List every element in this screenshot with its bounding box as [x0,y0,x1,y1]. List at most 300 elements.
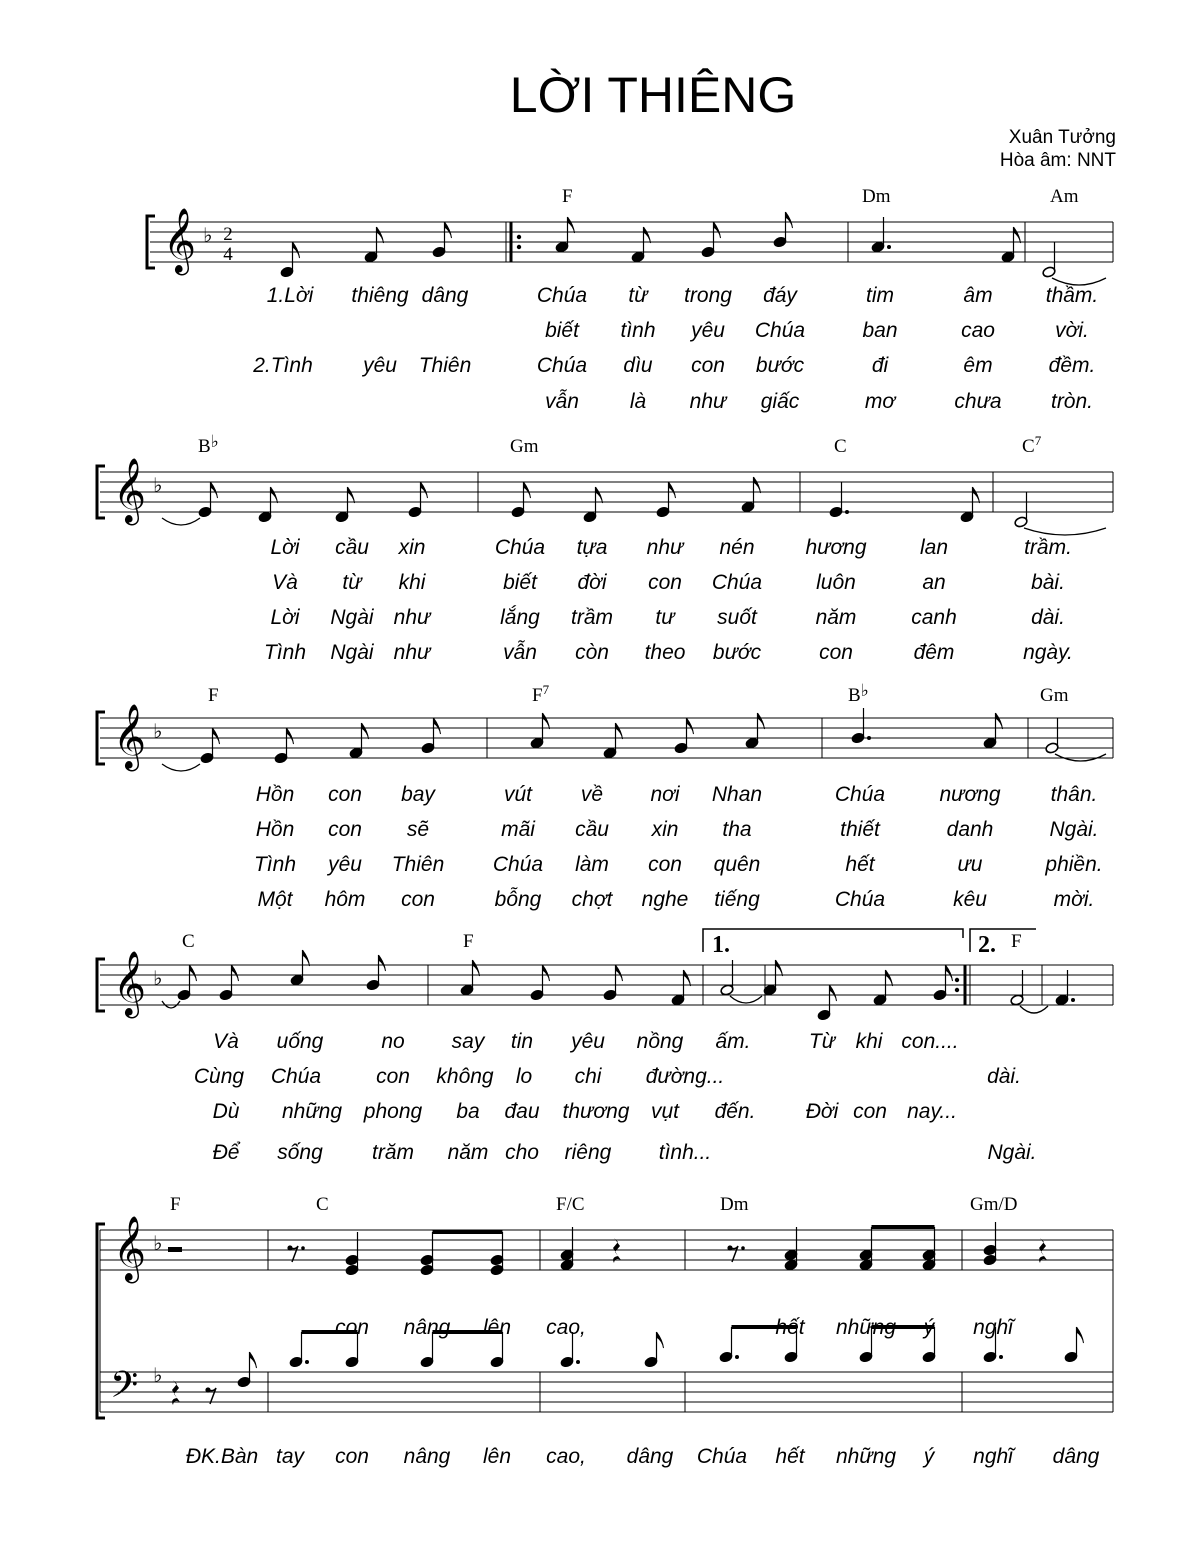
note-flag [657,1332,664,1348]
lyric-syllable: nén [719,536,755,559]
ending-1-bracket [703,929,963,952]
lyric-syllable: con [335,1445,369,1468]
lyric-syllable: êm [963,354,993,377]
lyric-syllable: con [691,354,725,377]
chord-symbol: C [182,931,195,952]
note-flag [213,728,220,744]
lyric-syllable: dài. [987,1065,1021,1088]
lyric-syllable: biết [503,571,537,594]
note [719,1327,739,1363]
chord-symbol: F [463,931,474,952]
lyric-syllable: phiền. [1045,853,1103,876]
lyric-syllable: Cùng [193,1065,245,1088]
time-signature-bottom: 4 [223,244,233,265]
lyric-syllable: Thiên [418,354,472,377]
composer-credit: Xuân Tưởng [1008,127,1116,148]
note [366,955,386,991]
lyric-syllable: Hồn [255,818,295,841]
lyric-syllable: dài. [1031,606,1065,629]
lyric-syllable: vẫn [545,390,579,413]
note-flag [946,965,953,981]
lyric-syllable: phong [363,1100,423,1123]
lyric-syllable: con [335,1316,369,1339]
note [701,222,721,258]
lyric-syllable: Chúa [696,1445,748,1468]
lyric-syllable: sẽ [406,818,430,841]
note [829,482,849,518]
flat-sign-icon: ♭ [203,223,213,247]
tie [162,518,200,525]
chord-symbol: C [834,436,847,457]
lyric-syllable: như [689,390,727,413]
lyric-syllable: những [281,1100,343,1123]
lyric-syllable: nương [939,783,1001,806]
lyric-syllable: Chúa [270,1065,322,1088]
lyric-syllable: Chúa [494,536,546,559]
chord-bass: m [733,1194,749,1215]
note-flag [524,482,531,498]
chord-bass: m [1053,685,1069,706]
lyric-syllable: ba [456,1100,480,1123]
lyric-syllable: tròn. [1050,390,1094,413]
lyric-syllable: suốt [717,606,757,629]
chord-symbol: Gm/D [970,1194,1018,1215]
lyric-syllable: đến. [714,1100,756,1123]
lyric-syllable: tư [655,606,675,629]
lyric-syllable: canh [911,606,957,629]
lyric-syllable: tình [620,319,656,342]
chord-symbol: Dm [720,1194,749,1215]
lyric-syllable: tựa [576,536,608,559]
lyric-syllable: lo [515,1065,533,1088]
note-flag [754,477,761,493]
lyric-syllable: mời. [1053,888,1095,911]
lyric-syllable: dâng [1052,1445,1100,1468]
lyric-syllable: hết [845,853,875,876]
lyric-syllable: lên [482,1316,512,1339]
note [219,965,239,1001]
lyric-syllable: cao, [546,1445,586,1468]
repeat-dot [955,988,959,992]
lyric-syllable: xin [651,818,679,841]
lyric-syllable: sống [277,1141,323,1164]
lyric-syllable: dâng [421,284,469,307]
note [432,222,452,258]
flat-sign-icon: ♭ [153,966,163,990]
lyric-syllable: no [381,1030,405,1053]
note-flag [616,723,623,739]
lyric-syllable: Và [213,1030,239,1053]
bass-clef-icon: 𝄢 [110,1364,139,1415]
lyric-syllable: năm [815,606,857,629]
chord-symbol: B♭ [198,432,219,457]
lyric-syllable: lên [482,1445,512,1468]
lyric-syllable: danh [946,818,994,841]
note-flag [250,1352,257,1368]
flat-sign-icon: ♭ [153,1231,163,1255]
note [290,950,310,986]
song-title: LỜI THIÊNG [509,67,797,123]
note-flag [776,960,783,976]
note-flag [687,718,694,734]
chord-symbol: Gm [1040,685,1069,706]
note-flag [758,713,765,729]
lyric-syllable: yêu [363,354,397,377]
lyric-syllable: cho [505,1141,539,1164]
repeat-dot [517,245,521,249]
lyric-syllable: Tình [263,641,307,664]
note-flag [973,487,980,503]
lyric-syllable: cầu [575,818,609,841]
lyric-syllable: vụt [650,1100,680,1123]
lyric-syllable: ý [923,1445,935,1468]
lyric-syllable: giấc [760,390,800,413]
lyric-syllable: Tình [253,853,297,876]
lyric-syllable: Chúa [536,284,588,307]
lyric-syllable: con [401,888,435,911]
lyric-syllable: khi [398,571,426,594]
note-flag [684,970,691,986]
note-flag [714,222,721,238]
lyric-syllable: nghe [641,888,689,911]
lyric-syllable: yêu [691,319,725,342]
lyric-syllable: nâng [403,1316,451,1339]
lyric-syllable: xin [398,536,426,559]
note [674,718,694,754]
note [603,965,623,1001]
lyric-syllable: chi [574,1065,602,1088]
chord-symbol: F [562,186,573,207]
lyric-syllable: như [393,606,431,629]
time-signature-top: 2 [223,224,233,245]
lyric-syllable: chưa [954,390,1002,413]
lyric-syllable: ngày. [1023,641,1073,664]
lyric-syllable: Một [257,888,293,911]
lyric-syllable: con [648,571,682,594]
lyric-syllable: nồng [636,1030,684,1053]
lyric-syllable: Chúa [834,783,886,806]
note-dot [576,1360,580,1364]
note-flag [1014,227,1021,243]
staff-system-5-treble [100,1230,1113,1270]
note-flag [830,985,837,1001]
lyric-syllable: khi [855,1030,883,1053]
note [280,242,300,278]
lyric-syllable: đáy [763,284,797,307]
lyric-syllable: nơi [650,783,680,806]
lyric-syllable: tình... [658,1141,712,1164]
repeat-dot [955,978,959,982]
note [198,482,218,518]
lyric-syllable: trăm [372,1141,414,1164]
lyric-syllable: không [436,1065,494,1088]
lyric-syllable: hôm [324,888,366,911]
lyric-syllable: đềm. [1048,354,1096,377]
lyric-syllable: ưu [957,853,983,876]
tie [1020,1006,1048,1013]
tie [1024,528,1106,535]
chord-flat: ♭ [210,432,219,451]
lyric-syllable: làm [575,853,609,876]
note [1042,242,1056,278]
lyric-syllable: là [629,390,647,413]
note-flag [303,950,310,966]
note [511,482,531,518]
lyric-syllable: Chúa [536,354,588,377]
note-dot [735,1355,739,1359]
lyric-syllable: Ngài. [987,1141,1037,1164]
lyric-syllable: lan [919,536,949,559]
note [1064,1327,1084,1363]
lyric-syllable: bước [712,641,762,664]
note-flag [669,482,676,498]
staff-system-2 [100,472,1113,512]
lyric-syllable: thiết [840,818,880,841]
lyric-syllable: dìu [623,354,653,377]
note [200,728,220,764]
lyric-syllable: 2.Tình [253,354,313,377]
tie [162,764,200,771]
lyric-syllable: Chúa [754,319,806,342]
lyric-syllable: ĐK.Bàn [185,1445,259,1468]
lyric-syllable: Lời [270,536,300,559]
flat-sign-icon: ♭ [153,719,163,743]
note-flag [421,482,428,498]
lyric-syllable: con [853,1100,887,1123]
chord-symbol: B♭ [848,681,869,706]
lyric-syllable: còn [575,641,609,664]
lyric-syllable: con [376,1065,410,1088]
lyric-syllable: con [819,641,853,664]
treble-clef-icon: 𝄞 [113,951,147,1016]
lyric-syllable: nghĩ [973,1445,1013,1468]
lyric-syllable: vút [503,783,533,806]
lyric-syllable: chợt [571,888,613,911]
lyric-syllable: từ [628,284,648,307]
lyric-syllable: như [393,641,431,664]
note-flag [568,217,575,233]
note-flag [362,723,369,739]
treble-clef-icon: 𝄞 [163,208,197,273]
note-dot [1071,998,1075,1002]
note-flag [644,227,651,243]
note-flag [596,487,603,503]
lyric-syllable: biết [545,319,579,342]
lyric-syllable: con [328,818,362,841]
note-flag [543,965,550,981]
lyric-syllable: ý [923,1316,935,1339]
lyric-syllable: tay [275,1445,305,1468]
note [237,1352,257,1388]
note-flag [211,482,218,498]
note-flag [293,242,300,258]
note-flag [473,960,480,976]
lyric-syllable: trong [684,284,732,307]
lyric-syllable: đời [577,571,607,594]
lyric-syllable: đêm [913,641,955,664]
note-dot [887,245,891,249]
ending-1-label: 1. [712,932,730,958]
note-dot [999,1355,1003,1359]
lyric-syllable: nâng [403,1445,451,1468]
note [408,482,428,518]
staff-system-1 [150,222,1113,262]
lyric-syllable: dâng [626,1445,674,1468]
lyric-syllable: thầm. [1045,284,1099,307]
repeat-dot [517,235,521,239]
note [530,965,550,1001]
lyric-syllable: Thiên [391,853,445,876]
note-dot [867,736,871,740]
lyric-syllable: ban [862,319,898,342]
chord-bass: m [875,186,891,207]
flat-sign-icon: ♭ [153,1363,163,1387]
lyric-syllable: bay [401,783,435,806]
lyric-syllable: cao, [546,1316,586,1339]
lyric-syllable: yêu [571,1030,605,1053]
lyric-syllable: tim [866,284,894,307]
lyric-syllable: năm [447,1141,489,1164]
lyric-syllable: trầm [571,606,613,629]
note-flag [287,728,294,744]
treble-clef-icon: 𝄞 [113,704,147,769]
lyric-syllable: Chúa [492,853,544,876]
lyric-syllable: thương [562,1100,630,1123]
note-flag [434,718,441,734]
lyric-syllable: yêu [328,853,362,876]
chord-bass: m [1063,186,1079,207]
note [177,965,197,1001]
chord-seventh: 7 [542,682,550,697]
note-dot [301,1246,305,1250]
note-flag [543,713,550,729]
chord-symbol: C [316,1194,329,1215]
chord-symbol: F [170,1194,181,1215]
lyric-syllable: kêu [953,888,987,911]
note [289,1332,309,1368]
note-flag [232,965,239,981]
note-dot [741,1246,745,1250]
lyric-syllable: Ngài [330,606,374,629]
lyric-syllable: mơ [864,390,896,413]
lyric-syllable: Hồn [255,783,295,806]
lyric-syllable: đau [504,1100,540,1123]
lyric-syllable: về [580,783,604,806]
chord-symbol: Dm [862,186,891,207]
lyric-syllable: những [835,1445,897,1468]
lyric-syllable: theo [644,641,686,664]
lyric-syllable: Để [212,1141,240,1164]
lyric-syllable: Nhan [711,783,763,806]
lyric-syllable: bài. [1031,571,1065,594]
note [851,708,871,744]
lyric-syllable: cầu [335,536,369,559]
ending-2-label: 2. [978,932,996,958]
lyric-syllable: thiêng [351,284,409,307]
note-flag [377,227,384,243]
lyric-syllable: 1.Lời [266,284,314,307]
lyric-syllable: hương [805,536,867,559]
note-flag [996,713,1003,729]
lyric-syllable: như [646,536,684,559]
lyric-syllable: nghĩ [973,1316,1013,1339]
chord-symbol: $F^7$ [532,682,550,706]
lyric-syllable: bỗng [494,888,542,911]
lyric-syllable: Ngài [330,641,374,664]
treble-clef-icon: 𝄞 [113,1216,147,1281]
note-dot [845,510,849,514]
note-flag [190,965,197,981]
note-flag [348,487,355,503]
note-flag [271,487,278,503]
tie [730,996,762,1003]
staff-system-5-bass [100,1372,1113,1412]
lyric-syllable: lắng [500,606,540,629]
note [1014,492,1028,528]
treble-clef-icon: 𝄞 [113,458,147,523]
lyric-syllable: Từ [808,1030,836,1053]
lyric-syllable: uống [276,1030,324,1053]
arranger-credit: Hòa âm: NNT [999,150,1116,171]
lyric-syllable: Đời [805,1100,839,1123]
lyric-syllable: mãi [501,818,535,841]
chord-symbol: Gm [510,436,539,457]
lyric-syllable: tiếng [714,888,760,911]
lyric-syllable: say [451,1030,485,1053]
system-bracket [97,1224,105,1418]
chord-symbol: F [208,685,219,706]
lyric-syllable: từ [342,571,362,594]
chord-bass: /C [566,1194,585,1215]
note-flag [1077,1327,1084,1343]
note [421,718,441,754]
note-dot [305,1360,309,1364]
note [817,985,837,1021]
lyric-syllable: âm [963,284,993,307]
lyric-syllable: trầm. [1024,536,1072,559]
lyric-syllable: con [328,783,362,806]
lyric-syllable: bước [755,354,805,377]
lyric-syllable: cao [961,319,995,342]
lyric-syllable: Lời [270,606,300,629]
chord-symbol: F [1011,931,1022,952]
lyric-syllable: Ngài. [1049,818,1099,841]
note [1045,718,1059,754]
chord-flat: ♭ [860,681,869,700]
chord-seventh: 7 [1034,433,1042,448]
chord-symbol: F/C [556,1194,585,1215]
lyric-syllable: nay... [907,1100,957,1123]
lyric-syllable: con [648,853,682,876]
lyric-syllable: Chúa [834,888,886,911]
note-flag [786,212,793,228]
note-flag [379,955,386,971]
lyric-syllable: an [922,571,946,594]
lyric-syllable: riêng [564,1141,612,1164]
note [933,965,953,1001]
chord-bass: m [523,436,539,457]
lyric-syllable: quên [713,853,761,876]
note-flag [886,970,893,986]
lyric-syllable: tha [722,818,752,841]
chord-symbol: Am [1050,186,1079,207]
lyric-syllable: tin [510,1030,534,1053]
note [656,482,676,518]
note-flag [616,965,623,981]
lyric-syllable: con.... [901,1030,959,1053]
lyric-syllable: ấm. [715,1030,751,1053]
note-flag [445,222,452,238]
